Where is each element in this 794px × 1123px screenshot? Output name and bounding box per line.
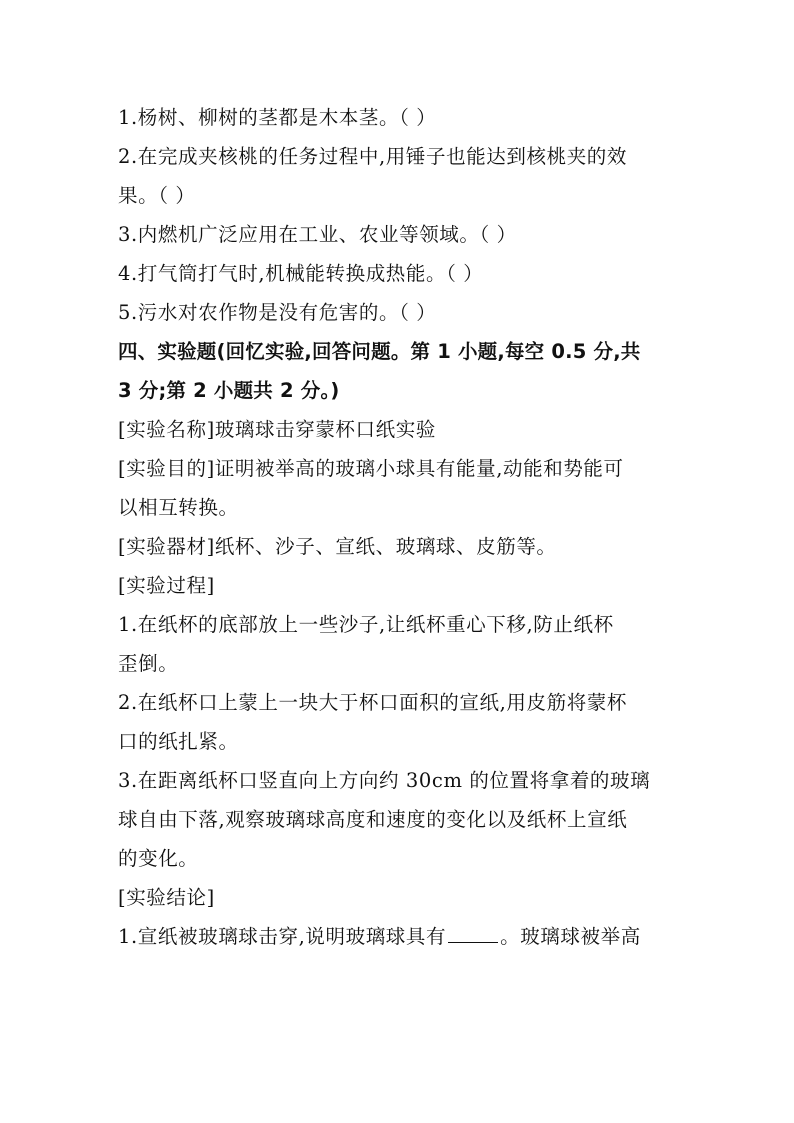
judgement-item-5: 5.污水对农作物是没有危害的。（ ） [118, 301, 437, 324]
answer-blank[interactable] [448, 920, 498, 943]
judgement-item-3: 3.内燃机广泛应用在工业、农业等领域。（ ） [118, 223, 517, 246]
conclusion-text-after: 。玻璃球被举高 [500, 925, 641, 948]
step-3-line-1: 3.在距离纸杯口竖直向上方向约 30cm 的位置将拿着的玻璃 [118, 769, 651, 792]
experiment-purpose-line-1: [实验目的]证明被举高的玻璃小球具有能量,动能和势能可 [118, 457, 624, 480]
judgement-item-2-line-1: 2.在完成夹核桃的任务过程中,用锤子也能达到核桃夹的效 [118, 145, 628, 168]
step-2-line-2: 口的纸扎紧。 [118, 730, 239, 753]
judgement-item-2-line-2: 果。（ ） [118, 184, 196, 207]
worksheet-page [118, 98, 678, 956]
experiment-name: [实验名称]玻璃球击穿蒙杯口纸实验 [118, 418, 436, 441]
experiment-conclusion-label: [实验结论] [118, 886, 215, 909]
experiment-materials: [实验器材]纸杯、沙子、宣纸、玻璃球、皮筋等。 [118, 535, 557, 558]
step-1-line-1: 1.在纸杯的底部放上一些沙子,让纸杯重心下移,防止纸杯 [118, 613, 614, 636]
step-3-line-3: 的变化。 [118, 847, 199, 870]
step-3-line-2: 球自由下落,观察玻璃球高度和速度的变化以及纸杯上宣纸 [118, 808, 628, 831]
section-heading-line-2: 3 分;第 2 小题共 2 分。) [118, 379, 340, 402]
step-2-line-1: 2.在纸杯口上蒙上一块大于杯口面积的宣纸,用皮筋将蒙杯 [118, 691, 628, 714]
conclusion-item-1 [118, 917, 678, 956]
judgement-item-1: 1.杨树、柳树的茎都是木本茎。（ ） [118, 106, 437, 129]
step-1-line-2: 歪倒。 [118, 652, 179, 675]
conclusion-text-before: 1.宣纸被玻璃球击穿,说明玻璃球具有 [118, 925, 447, 948]
section-heading-line-1: 四、实验题(回忆实验,回答问题。第 1 小题,每空 0.5 分,共 [118, 340, 641, 363]
experiment-purpose-line-2: 以相互转换。 [118, 496, 239, 519]
judgement-item-4: 4.打气筒打气时,机械能转换成热能。（ ） [118, 262, 484, 285]
experiment-process-label: [实验过程] [118, 574, 215, 597]
